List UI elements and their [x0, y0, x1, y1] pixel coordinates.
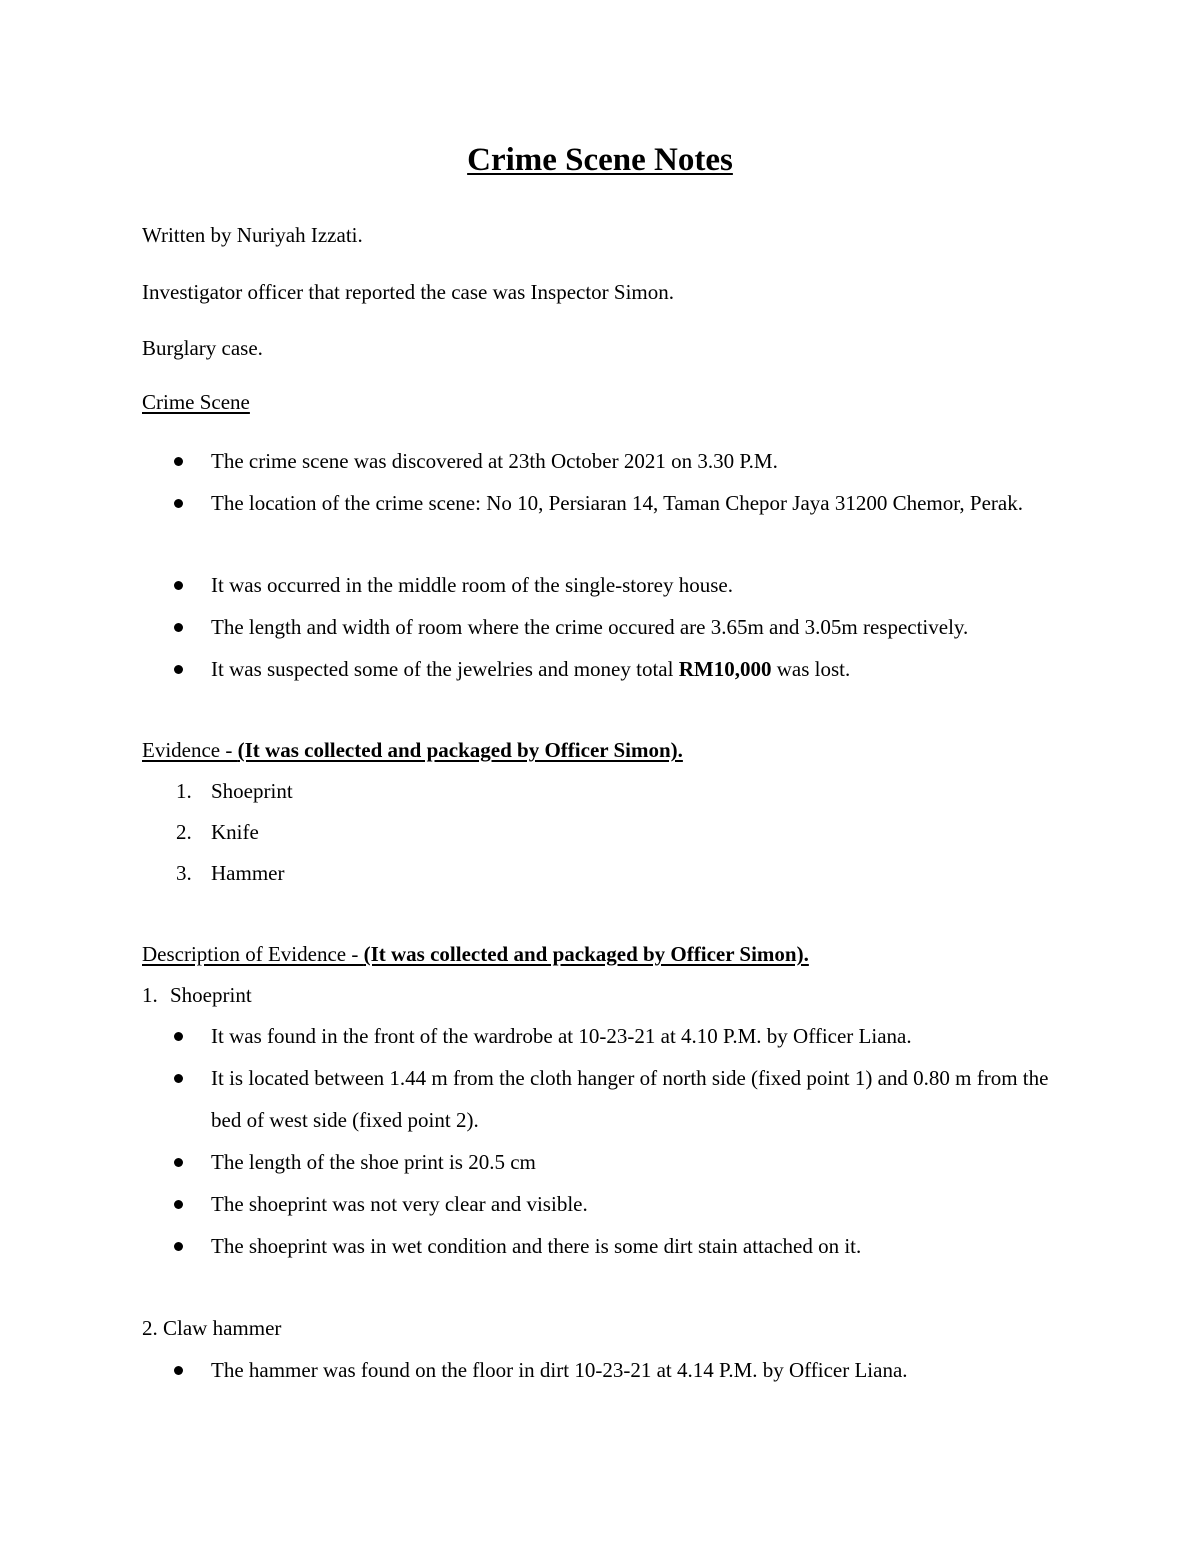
shoeprint-bullet: It is located between 1.44 m from the cloth hanger of north side (fixed point 1) and 0.80 m from the bed of west side (fixed point 2). — [211, 1066, 1049, 1132]
lost-amount: RM10,000 — [678, 657, 772, 681]
bullet-icon — [174, 1032, 183, 1041]
evidence-heading: Evidence - — [142, 738, 238, 762]
bullet-icon — [174, 623, 183, 632]
lost-text-before: It was suspected some of the jewelries and money total — [211, 657, 679, 681]
crime-scene-bullet: The length and width of room where the crime occured are 3.65m and 3.05m respectively. — [211, 615, 969, 639]
officer-line: Investigator officer that reported the case was Inspector Simon. — [142, 280, 675, 304]
description-item-shoeprint: Shoeprint — [170, 983, 252, 1007]
description-note: (It was collected and packaged by Officer Simon). — [363, 942, 809, 966]
evidence-item: Shoeprint — [211, 779, 293, 803]
bullet-icon — [174, 457, 183, 466]
case-type-line: Burglary case. — [142, 336, 263, 360]
lost-text-after: was lost. — [771, 657, 851, 681]
evidence-heading-line — [142, 737, 683, 763]
shoeprint-bullet: The length of the shoe print is 20.5 cm — [211, 1150, 536, 1174]
crime-scene-heading: Crime Scene — [142, 390, 250, 414]
bullet-icon — [174, 1242, 183, 1251]
crime-scene-bullet-lost-amount — [211, 648, 1071, 690]
evidence-item-number: 1. — [176, 779, 192, 803]
shoeprint-bullet: The shoeprint was in wet condition and there is some dirt stain attached on it. — [211, 1234, 862, 1258]
crime-scene-bullet: The crime scene was discovered at 23th October 2021 on 3.30 P.M. — [211, 449, 778, 473]
bullet-icon — [174, 1366, 183, 1375]
shoeprint-bullet: The shoeprint was not very clear and visible. — [211, 1192, 588, 1216]
bullet-icon — [174, 1074, 183, 1083]
crime-scene-bullet: The location of the crime scene: No 10, Persiaran 14, Taman Chepor Jaya 31200 Chemor, Perak. — [211, 491, 1023, 515]
description-item-hammer: 2. Claw hammer — [142, 1316, 282, 1340]
bullet-icon — [174, 499, 183, 508]
page-title: Crime Scene Notes — [467, 142, 733, 178]
evidence-note: (It was collected and packaged by Officer Simon). — [237, 738, 683, 762]
description-heading-line — [142, 941, 809, 967]
evidence-item: Hammer — [211, 861, 285, 885]
author-line: Written by Nuriyah Izzati. — [142, 223, 363, 247]
bullet-icon — [174, 1200, 183, 1209]
hammer-bullet: The hammer was found on the floor in dirt 10-23-21 at 4.14 P.M. by Officer Liana. — [211, 1358, 908, 1382]
crime-scene-bullet: It was occurred in the middle room of the single-storey house. — [211, 573, 733, 597]
evidence-item: Knife — [211, 820, 259, 844]
description-item-number: 1. — [142, 983, 158, 1007]
evidence-item-number: 3. — [176, 861, 192, 885]
bullet-icon — [174, 581, 183, 590]
description-heading: Description of Evidence - — [142, 942, 364, 966]
shoeprint-bullet: It was found in the front of the wardrobe at 10-23-21 at 4.10 P.M. by Officer Liana. — [211, 1024, 912, 1048]
bullet-icon — [174, 665, 183, 674]
bullet-icon — [174, 1158, 183, 1167]
evidence-item-number: 2. — [176, 820, 192, 844]
